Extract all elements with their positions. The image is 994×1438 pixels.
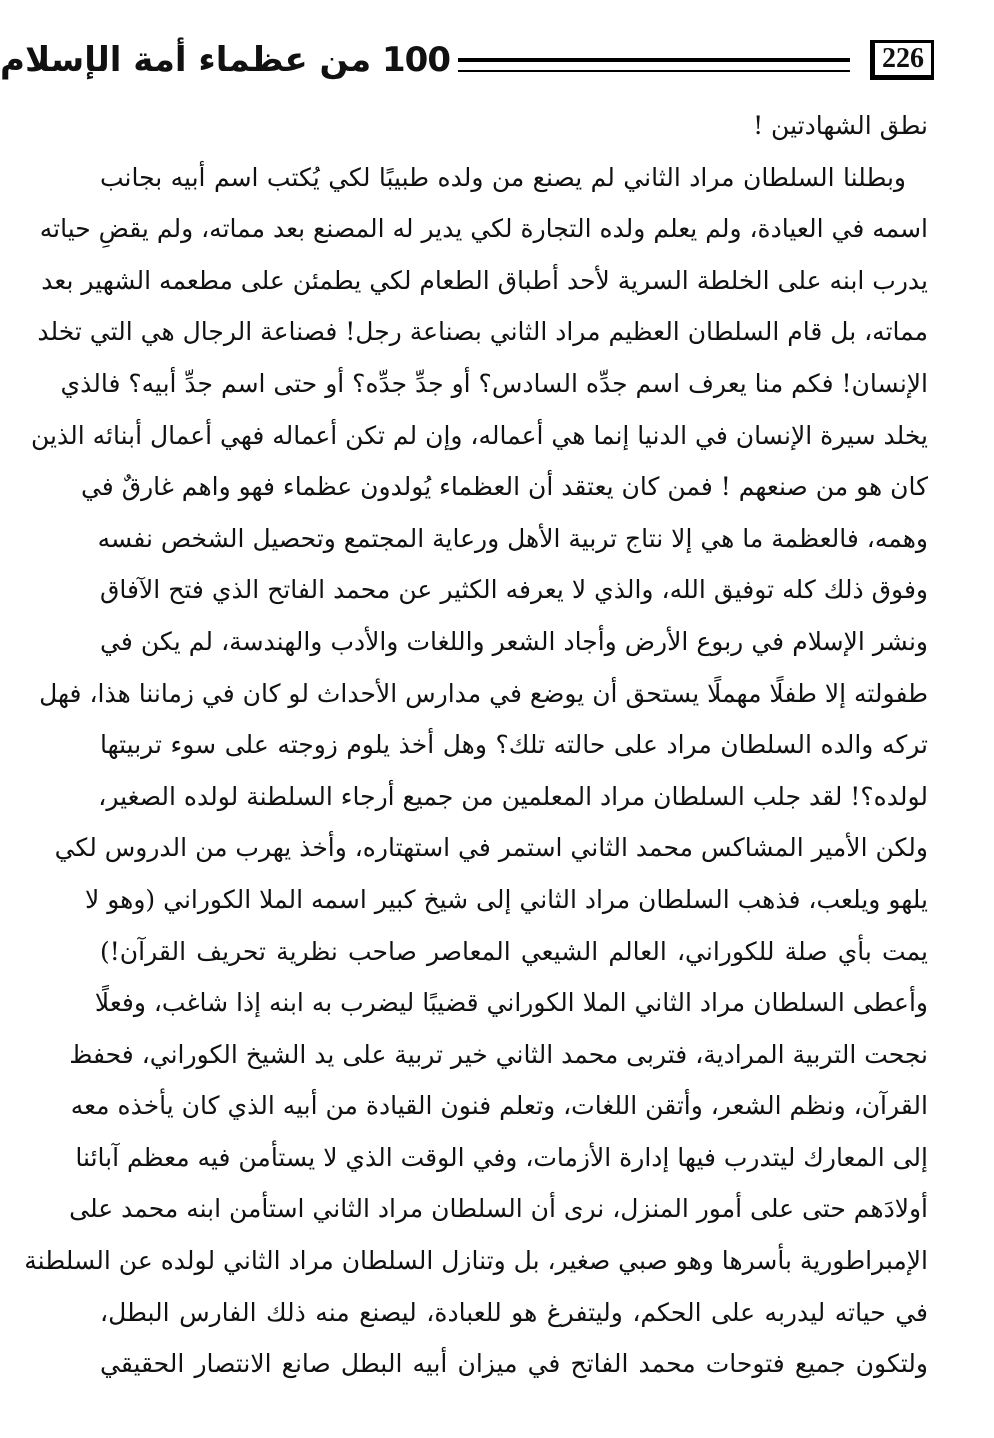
text-line: وهمه، فالعظمة ما هي إلا نتاج تربية الأهل ورعاية المجتمع وتحصيل الشخص نفسه xyxy=(97,523,928,553)
text-line: نجحت التربية المرادية، فتربى محمد الثاني خير تربية على يد الشيخ الكوراني، فحفظ xyxy=(69,1039,928,1069)
text-line: اسمه في العيادة، ولم يعلم ولده التجارة لكي يدير له المصنع بعد مماته، ولم يقضِ حياته xyxy=(39,214,928,244)
text-line: مماته، بل قام السلطان العظيم مراد الثاني بصناعة رجل! فصناعة الرجال هي التي تخلد xyxy=(37,317,928,347)
text-line: كان هو من صنعهم ! فمن كان يعتقد أن العظماء يُولدون عظماء فهو واهم غارقٌ في xyxy=(80,472,928,502)
text-line: وأعطى السلطان مراد الثاني الملا الكوراني قضيبًا ليضرب به ابنه إذا شاغب، وفعلًا xyxy=(94,988,928,1018)
book-title-number: 100 xyxy=(382,40,450,80)
text-line: أولادَهم حتى على أمور المنزل، نرى أن السلطان مراد الثاني استأمن ابنه محمد على xyxy=(69,1194,928,1224)
text-line: يدرب ابنه على الخلطة السرية لأحد أطباق الطعام لكي يطمئن على مطعمه الشهير بعد xyxy=(41,265,928,295)
text-line: يخلد سيرة الإنسان في الدنيا إنما هي أعماله، وإن لم تكن أعماله فهي أعمال أبنائه الذين xyxy=(30,420,928,450)
header-rule xyxy=(458,58,850,72)
running-header xyxy=(0,30,934,94)
text-line: في حياته ليدربه على الحكم، وليتفرغ هو للعبادة، ليصنع منه ذلك الفارس البطل، xyxy=(100,1297,928,1327)
body-text xyxy=(24,100,928,1390)
text-line: طفولته إلا طفلًا مهملًا يستحق أن يوضع في مدارس الأحداث لو كان في زماننا هذا، فهل xyxy=(39,678,928,708)
text-line: ونشر الإسلام في ربوع الأرض وأجاد الشعر واللغات والأدب والهندسة، لم يكن في xyxy=(100,626,928,656)
book-title xyxy=(0,32,450,88)
text-line: إلى المعارك ليتدرب فيها إدارة الأزمات، وفي الوقت الذي لا يستأمن فيه معظم آبائنا xyxy=(75,1142,928,1172)
text-line: ولكن الأمير المشاكس محمد الثاني استمر في استهتاره، وأخذ يهرب من الدروس لكي xyxy=(54,833,928,863)
text-line: وفوق ذلك كله توفيق الله، والذي لا يعرفه الكثير عن محمد الفاتح الذي فتح الآفاق xyxy=(100,575,928,605)
text-line: نطق الشهادتين ! xyxy=(753,111,928,140)
text-line: تركه والده السلطان مراد على حالته تلك؟ وهل أخذ يلوم زوجته على سوء تربيتها xyxy=(100,730,928,760)
text-line: يمت بأي صلة للكوراني، العالم الشيعي المعاصر صاحب نظرية تحريف القرآن!) xyxy=(100,936,928,966)
text-line: يلهو ويلعب، فذهب السلطان مراد الثاني إلى شيخ كبير اسمه الملا الكوراني (وهو لا xyxy=(85,884,928,914)
text-line: وبطلنا السلطان مراد الثاني لم يصنع من ولده طبيبًا لكي يُكتب اسم أبيه بجانب xyxy=(100,162,906,192)
text-line: الإنسان! فكم منا يعرف اسم جدِّه السادس؟ أو جدِّ جدِّه؟ أو حتى اسم جدِّ أبيه؟ فالذي xyxy=(60,368,928,398)
text-line: لولده؟! لقد جلب السلطان مراد المعلمين من جميع أرجاء السلطنة لولده الصغير، xyxy=(98,781,928,811)
text-line: الإمبراطورية بأسرها وهو صبي صغير، بل وتنازل السلطان مراد الثاني لولده عن السلطنة xyxy=(24,1246,928,1276)
text-line: القرآن، ونظم الشعر، وأتقن اللغات، وتعلم فنون القيادة من أبيه الذي كان يأخذه معه xyxy=(70,1091,928,1121)
text-line: ولتكون جميع فتوحات محمد الفاتح في ميزان أبيه البطل صانع الانتصار الحقيقي xyxy=(100,1349,928,1379)
page-number: 226 xyxy=(870,40,934,80)
book-title-text: من عظماء أمة الإسلام xyxy=(0,40,372,80)
